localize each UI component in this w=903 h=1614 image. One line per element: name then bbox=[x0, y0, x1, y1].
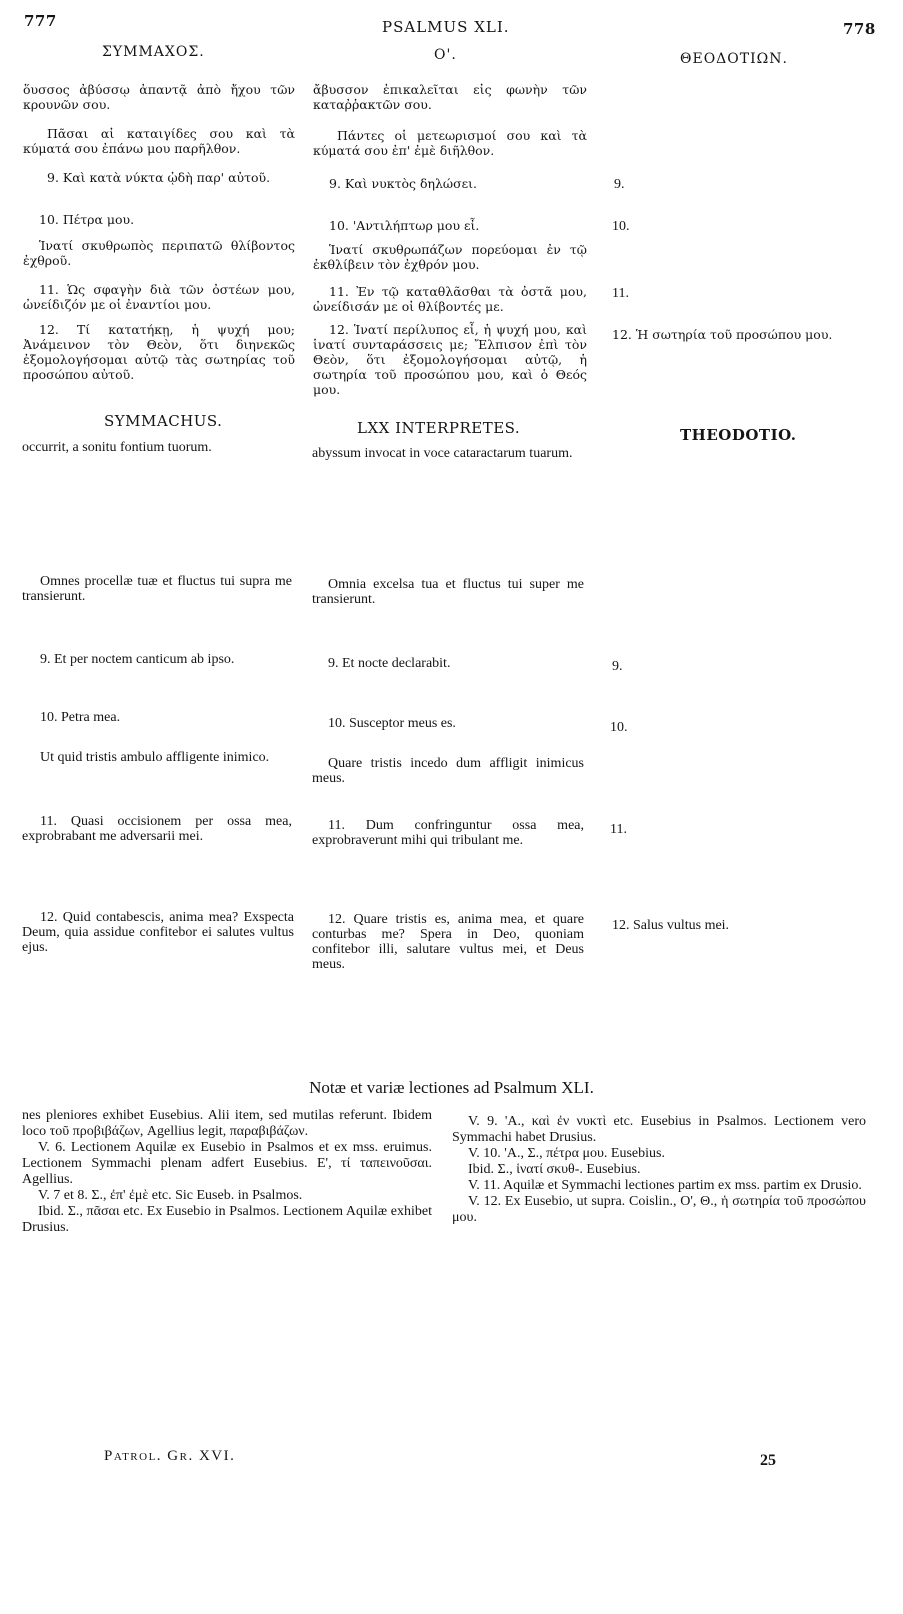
note-paragraph: V. 12. Ex Eusebio, ut supra. Coislin., O', Θ., ἡ σωτηρία τοῦ προσώπου μου. bbox=[452, 1194, 866, 1225]
greek-theo-row-2: 9. bbox=[614, 177, 625, 192]
note-paragraph: V. 10. 'Α., Σ., πέτρα μου. Eusebius. bbox=[468, 1146, 665, 1161]
latin-theo-row-2: 9. bbox=[612, 659, 623, 674]
latin-lxx-row-3: 10. Susceptor meus es. bbox=[328, 716, 456, 731]
page-number-left: 777 bbox=[24, 12, 57, 30]
greek-sym-row-0: ὅυσσος ἀβύσσῳ ἀπαντᾷ ἀπὸ ἤχου τῶν κρουνῶν σου. bbox=[23, 82, 295, 112]
greek-sym-row-1: Πᾶσαι αἱ καταιγίδες σου καὶ τὰ κύματά σου ἐπάνω μου παρῆλθον. bbox=[23, 126, 295, 156]
greek-lxx-row-3: 10. 'Αντιλήπτωρ μου εἶ. bbox=[329, 218, 480, 233]
note-paragraph: Ibid. Σ., πᾶσαι etc. Ex Eusebio in Psalmos. Lectionem Aquilæ exhibet Drusius. bbox=[22, 1204, 432, 1235]
greek-header-lxx: Ο'. bbox=[434, 47, 457, 63]
note-paragraph: V. 9. 'Α., καὶ ἐν νυκτὶ etc. Eusebius in Psalmos. Lectionem vero Symmachi habet Drusius. bbox=[452, 1114, 866, 1145]
latin-sym-row-4: Ut quid tristis ambulo affligente inimico. bbox=[40, 750, 270, 765]
note-paragraph: Ibid. Σ., ἱνατί σκυθ-. Eusebius. bbox=[468, 1162, 641, 1177]
notes-left-column bbox=[22, 1108, 432, 1236]
latin-header-theodotion: THEODOTIO. bbox=[680, 426, 797, 444]
page-number-right: 778 bbox=[843, 20, 876, 38]
latin-sym-row-5: 11. Quasi occisionem per ossa mea, exprobrabant me adversarii mei. bbox=[22, 814, 292, 844]
note-paragraph: V. 11. Aquilæ et Symmachi lectiones partim ex mss. partim ex Drusio. bbox=[468, 1178, 862, 1193]
notes-right-column bbox=[452, 1114, 866, 1226]
greek-lxx-row-1: Πάντες οἱ μετεωρισμοί σου καὶ τὰ κύματά σου ἐπ' ἐμὲ διῆλθον. bbox=[313, 128, 587, 158]
latin-header-lxx: LXX INTERPRETES. bbox=[357, 419, 521, 437]
greek-sym-row-4: Ἱνατί σκυθρωπὸς περιπατῶ θλίβοντος ἐχθροῦ. bbox=[23, 238, 295, 268]
latin-lxx-row-4: Quare tristis incedo dum affligit inimicus meus. bbox=[312, 756, 584, 786]
latin-sym-row-2: 9. Et per noctem canticum ab ipso. bbox=[40, 652, 235, 667]
greek-header-theodotion: ΘΕΟΔΟΤΙΩΝ. bbox=[680, 51, 788, 67]
greek-lxx-row-0: ἄβυσσον ἐπικαλεῖται εἰς φωνὴν τῶν καταῤῥακτῶν σου. bbox=[313, 82, 587, 112]
greek-lxx-row-5: 11. Ἐν τῷ καταθλᾶσθαι τὰ ὀστᾶ μου, ὠνείδισάν με οἱ θλίβοντές με. bbox=[313, 284, 587, 314]
latin-lxx-row-2: 9. Et nocte declarabit. bbox=[328, 656, 451, 671]
note-paragraph: V. 7 et 8. Σ., ἐπ' ἐμὲ etc. Sic Euseb. in Psalmos. bbox=[38, 1188, 303, 1203]
latin-lxx-row-5: 11. Dum confringuntur ossa mea, exprobraverunt mihi qui tribulant me. bbox=[312, 818, 584, 848]
footer-signature: Patrol. Gr. XVI. bbox=[104, 1448, 236, 1464]
latin-lxx-row-1: Omnia excelsa tua et fluctus tui super me transierunt. bbox=[312, 577, 584, 607]
latin-theo-row-3: 10. bbox=[610, 720, 628, 735]
greek-sym-row-6: 12. Τί κατατήκῃ, ἡ ψυχή μου; Ἀνάμεινον τὸν Θεὸν, ὅτι διηνεκῶς ἐξομολογήσομαι αὐτῷ τὰς σωτηρίας τοῦ προσώπου αὐτοῦ. bbox=[23, 322, 295, 382]
greek-lxx-row-2: 9. Καὶ νυκτὸς δηλώσει. bbox=[329, 176, 477, 191]
latin-sym-row-1: Omnes procellæ tuæ et fluctus tui supra me transierunt. bbox=[22, 574, 292, 604]
latin-lxx-row-0: abyssum invocat in voce cataractarum tuarum. bbox=[312, 446, 573, 461]
latin-sym-row-6: 12. Quid contabescis, anima mea? Exspecta Deum, quia assidue confitebor ei salutes vultus ejus. bbox=[22, 910, 294, 955]
latin-theo-row-5: 11. bbox=[610, 822, 627, 837]
greek-sym-row-5: 11. Ὡς σφαγὴν διὰ τῶν ὀστέων μου, ὠνείδιζόν με οἱ ἐναντίοι μου. bbox=[23, 282, 295, 312]
latin-header-symmachus: SYMMACHUS. bbox=[104, 412, 223, 430]
greek-sym-row-3: 10. Πέτρα μου. bbox=[39, 212, 135, 227]
latin-lxx-row-6: 12. Quare tristis es, anima mea, et quare conturbas me? Spera in Deo, quoniam confitebor illi, salutare vultus mei, et Deus meus. bbox=[312, 912, 584, 972]
greek-header-symmachus: ΣΥΜΜΑΧΟΣ. bbox=[102, 44, 205, 60]
greek-theo-row-6: 12. Ἡ σωτηρία τοῦ προσώπου μου. bbox=[612, 327, 833, 342]
greek-lxx-row-4: Ἱνατί σκυθρωπάζων πορεύομαι ἐν τῷ ἐκθλίβειν τὸν ἐχθρόν μου. bbox=[313, 242, 587, 272]
greek-theo-row-5: 11. bbox=[612, 286, 629, 301]
greek-sym-row-2: 9. Καὶ κατὰ νύκτα ᾠδὴ παρ' αὐτοῦ. bbox=[47, 170, 271, 185]
latin-sym-row-0: occurrit, a sonitu fontium tuorum. bbox=[22, 440, 212, 455]
note-paragraph: nes pleniores exhibet Eusebius. Alii item, sed mutilas referunt. Ibidem loco τοῦ προβιβάζων, Agellius legit, παραβιβάζων. bbox=[22, 1108, 432, 1139]
latin-sym-row-3: 10. Petra mea. bbox=[40, 710, 121, 725]
running-title: PSALMUS XLI. bbox=[382, 18, 510, 36]
greek-theo-row-3: 10. bbox=[612, 219, 630, 234]
note-paragraph: V. 6. Lectionem Aquilæ ex Eusebio in Psalmos et ex mss. eruimus. Lectionem Symmachi plenam adfert Eusebius. E', τί ταπεινοῦσαι. Agellius. bbox=[22, 1140, 432, 1187]
footer-gathering-number: 25 bbox=[760, 1452, 776, 1469]
notes-title: Notæ et variæ lectiones ad Psalmum XLI. bbox=[309, 1078, 594, 1097]
greek-lxx-row-6: 12. Ἱνατί περίλυπος εἶ, ἡ ψυχή μου, καὶ ἱνατί συνταράσσεις με; Ἔλπισον ἐπὶ τὸν Θεὸν, ὅτι ἐξομολογήσομαι αὐτῷ, ἡ σωτηρία τοῦ προσώπου μου, καὶ ὁ Θεός μου. bbox=[313, 322, 587, 397]
latin-theo-row-6: 12. Salus vultus mei. bbox=[612, 918, 730, 933]
